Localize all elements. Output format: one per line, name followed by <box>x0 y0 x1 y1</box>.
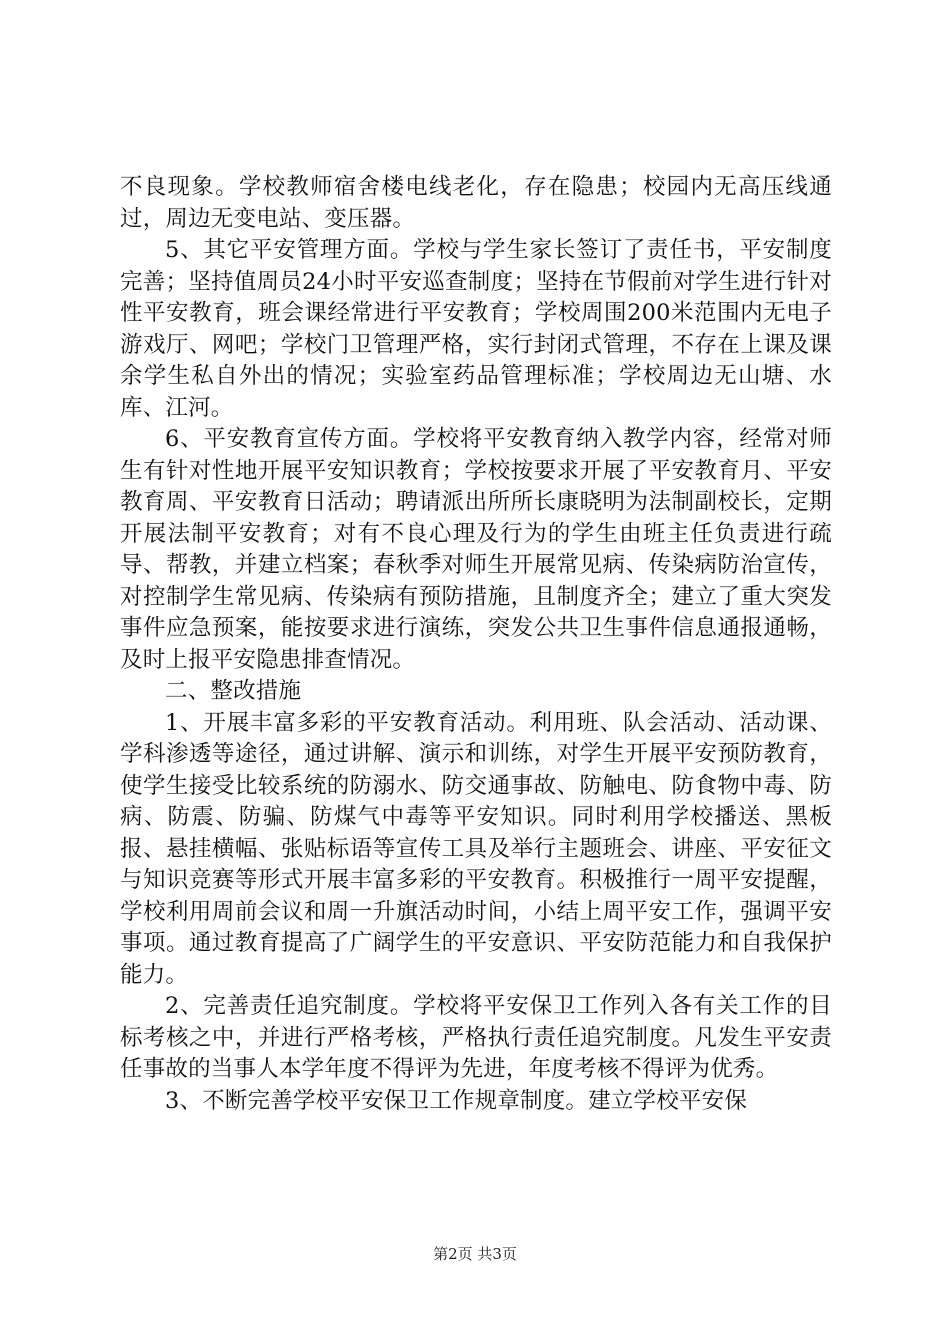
paragraph-measure-1-activities: 1、开展丰富多彩的平安教育活动。利用班、队会活动、活动课、学科渗透等途径，通过讲解、演示和训练，对学生开展平安预防教育，使学生接受比较系统的防溺水、防交通事故、防触电、防食物中毒、防病、防震、防骗、防煤气中毒等平安知识。同时利用学校播送、黑板报、悬挂横幅、张贴标语等宣传工具及举行主题班会、讲座、平安征文与知识竞赛等形式开展丰富多彩的平安教育。积极推行一周平安提醒，学校利用周前会议和周一升旗活动时间，小结上周平安工作，强调平安事项。通过教育提高了广阔学生的平安意识、平安防范能力和自我保护能力。 <box>120 709 832 988</box>
paragraph-item-5-safety-management: 5、其它平安管理方面。学校与学生家长签订了责任书，平安制度完善；坚持值周员24小时平安巡查制度；坚持在节假前对学生进行针对性平安教育，班会课经常进行平安教育；学校周围200米范围内无电子游戏厅、网吧；学校门卫管理严格，实行封闭式管理，不存在上课及课余学生私自外出的情况；实验室药品管理标准；学校周边无山塘、水库、江河。 <box>120 237 832 421</box>
paragraph-continuation: 不良现象。学校教师宿舍楼电线老化，存在隐患；校园内无高压线通过，周边无变电站、变压器。 <box>120 174 832 232</box>
paragraph-item-6-safety-education: 6、平安教育宣传方面。学校将平安教育纳入教学内容，经常对师生有针对性地开展平安知识教育；学校按要求开展了平安教育月、平安教育周、平安教育日活动；聘请派出所所长康晓明为法制副校长，定期开展法制平安教育；对有不良心理及行为的学生由班主任负责进行疏导、帮教，并建立档案；春秋季对师生开展常见病、传染病防治宣传，对控制学生常见病、传染病有预防措施，且制度齐全；建立了重大突发事件应急预案，能按要求进行演练，突发公共卫生事件信息通报通畅，及时上报平安隐患排查情况。 <box>120 426 832 673</box>
page-number-footer: 第2页 共3页 <box>433 1245 517 1263</box>
paragraph-measure-3-regulations: 3、不断完善学校平安保卫工作规章制度。建立学校平安保 <box>165 1087 748 1114</box>
section-heading-rectification: 二、整改措施 <box>165 678 302 704</box>
paragraph-measure-2-responsibility: 2、完善责任追究制度。学校将平安保卫工作列入各有关工作的目标考核之中，并进行严格考核，严格执行责任追究制度。凡发生平安责任事故的当事人本学年度不得评为先进，年度考核不得评为优秀。 <box>120 993 832 1082</box>
document-body <box>120 172 832 1117</box>
